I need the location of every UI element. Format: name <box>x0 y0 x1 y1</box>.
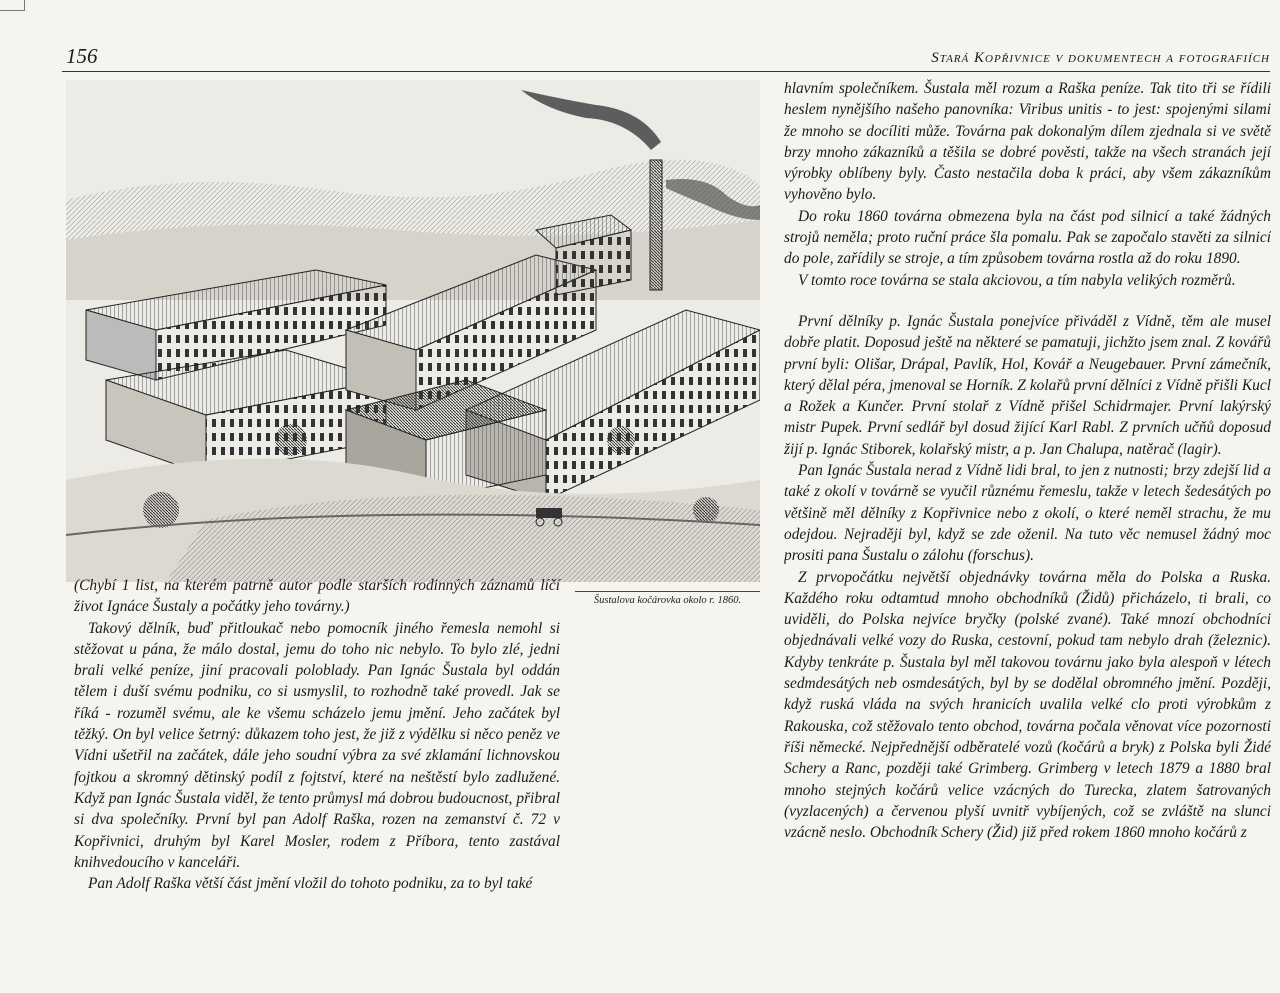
running-title: Stará Kopřivnice v dokumentech a fotografiích <box>931 50 1270 66</box>
paragraph: Pan Ignác Šustala nerad z Vídně lidi bral, to jen z nutnosti; brzy zdejší lid a také z okolí v továrně se vyučil různému řemeslu, takže v letech šedesátých po většině měl dělníky z Kopřivnice nebo z okolí, o které neměl strachu, že mu odejdou. Nejraději byl, když se zde oženil. Na tuto věc nemusel žádný moc prositi pana Šustalu o zálohu (forschus). <box>784 462 1271 565</box>
paragraph: hlavním společníkem. Šustala měl rozum a Raška peníze. Tak tito tři se řídili heslem nynějšího našeho panovníka: Viribus unitis - to jest: spojenými silami že mnoho se docíliti může. Továrna pak dokonalým dílem zjednala si ve světě brzy mnoho zákazníků a těšila se dobré pověsti, takže na všech stranách její výrobky oblíbeny byly. Často nestačila doba k práci, aby všem zákazníkům vyhověno bylo. <box>784 80 1271 204</box>
paragraph: Z prvopočátku největší objednávky továrna měla do Polska a Ruska. Každého roku odtamtud mnoho obchodníků (Židů) přicházelo, ti brali, co uviděli, do Polska nejvíce bryčky (polské zvané). Také mnozí obchodníci objednávali velké vozy do Ruska, cestovní, pokud tam nebylo drah (železnic). Kdyby tenkráte p. Šustala byl měl takovou továrnu jako byla alespoň v létech sedmdesátých neb osmdesátých, byl by se dodělal obromného jmění. Později, když ruská vláda na svých hranicích uvalila velké clo proti výrobkům z Rakouska, což stěžovalo tento obchod, továrna počala věnovat více pozornosti říši německé. Nejpřednější odběratelé vozů (kočárů a bryk) z Polska byli Židé Schery a Ranc, později také Grimberg. Grimberg v letech 1879 a 1880 bral mnoho stejných kočárů velice vzácných do Turecka, zlatem šatrovaných (vyzlacených) a červenou plyší uvnitř vybíjených, což se zvláště na slunci vzácně neslo. Obchodník Schery (Žid) již před rokem 1860 mnoho kočárů z <box>784 568 1271 842</box>
paragraph: Do roku 1860 továrna obmezena byla na část pod silnicí a také žádných strojů neměla; proto ruční práce šla pomalu. Pak se započalo stavěti za silnicí do pole, zařídily se stroje, a tím způsobem továrna rostla až do roku 1890. <box>784 207 1271 268</box>
factory-engraving-illustration <box>66 80 760 582</box>
figure-caption: Šustalova kočárovka okolo r. 1860. <box>575 591 760 606</box>
paragraph: V tomto roce továrna se stala akciovou, a tím nabyla velikých rozměrů. <box>798 271 1236 289</box>
scan-corner-mark <box>0 0 25 11</box>
paragraph: První dělníky p. Ignác Šustala ponejvíce přiváděl z Vídně, těm ale musel dobře platit. Doposud ještě na některé se pamatuji, jichžto jsem znal. Z kovářů první byli: Olišar, Drápal, Pavlík, Hol, Kovář a Neugebauer. První zámečník, který dělal péra, jmenoval se Horník. Z kolařů první dělníci z Vídně přišli Kucl a Rožek a Kunčer. První stolař z Vídně přišel Schidrmajer. První lakýrský mistr Pupek. První sedlář byl dosud žijící Karl Rabl. Z prvních učňů doposud žijí p. Ignác Stiborek, kolařský mistr, a p. Jan Chalupa, natěrač (lagir). <box>784 312 1271 458</box>
header-rule <box>62 71 1270 72</box>
left-text-column <box>74 575 560 894</box>
right-text-column <box>784 78 1271 993</box>
paragraph: (Chybí 1 list, na kterém patrně autor podle starších rodinných záznamů líčí život Ignáce Šustaly a počátky jeho továrny.) <box>74 577 560 616</box>
paragraph: Takový dělník, buď přitloukač nebo pomocník jiného řemesla nemohl si stěžovat u pána, že málo dostal, jemu do toho nic nebylo. To bylo zlé, jedni brali velké peníze, jiní pracovali poloblady. Pan Ignác Šustala byl oddán tělem i duší svému podniku, co si usmyslil, to rozhodně také provedl. Jak se říká - rozuměl svému, ale ke všemu scházelo jemu jmění. Jeho začátek byl těžký. On byl velice šetrný: důkazem toho jest, že již z výdělku si něco peněz ve Vídni ušetřil na začátek, dále jeho soudní výbra za své zklamání lichnovskou fojtkou a skromný dětinský podíl z fojtství, které na neštěstí bylo zadlužené. Když pan Ignác Šustala viděl, že tento průmysl má dobrou budoucnost, přibral si dva společníky. První byl pan Adolf Raška, rozen na zemanství č. 72 v Kopřivnici, druhým byl Karel Mosler, rodem z Příbora, tento zastával knihvedoucího v kanceláři. <box>74 619 560 871</box>
paragraph: Pan Adolf Raška větší část jmění vložil do tohoto podniku, za to byl také <box>88 875 533 893</box>
page-number: 156 <box>66 44 98 68</box>
